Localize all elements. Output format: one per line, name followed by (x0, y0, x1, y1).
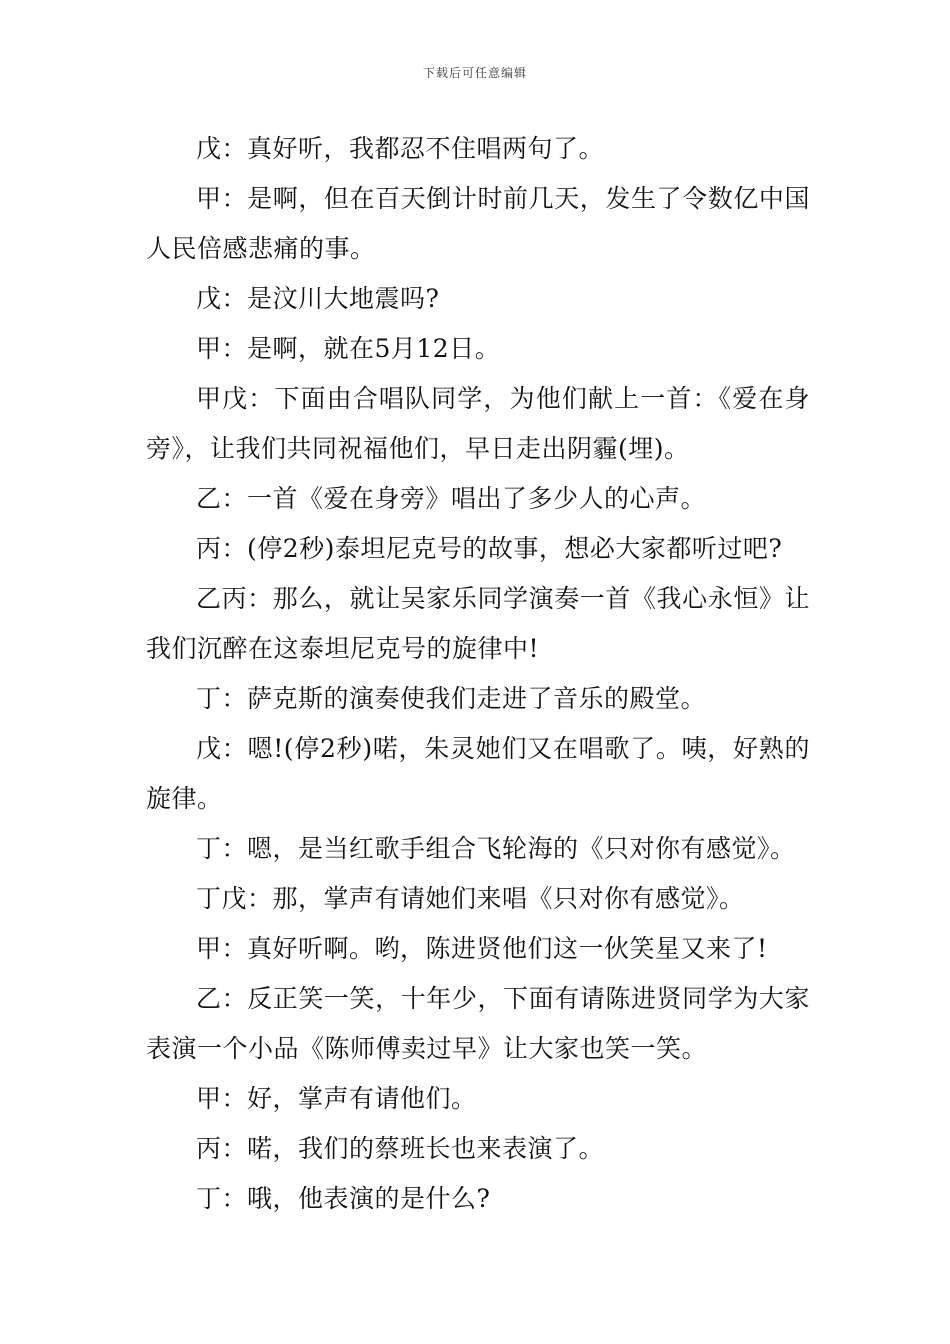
document-body (146, 124, 810, 1224)
paragraph: 甲戊：下面由合唱队同学，为他们献上一首：《爱在身旁》，让我们共同祝福他们，早日走出阴霾(埋)。 (146, 384, 810, 463)
paragraph: 丁戊：那，掌声有请她们来唱《只对你有感觉》。 (196, 884, 745, 913)
paragraph: 丙：喏，我们的蔡班长也来表演了。 (196, 1134, 605, 1163)
paragraph: 甲：是啊，就在5月12日。 (196, 334, 501, 363)
paragraph: 丁：嗯，是当红歌手组合飞轮海的《只对你有感觉》。 (196, 834, 796, 863)
paragraph: 丙：(停2秒)泰坦尼克号的故事，想必大家都听过吧? (196, 534, 783, 563)
paragraph: 丁：哦，他表演的是什么? (196, 1184, 491, 1213)
paragraph: 乙：一首《爱在身旁》唱出了多少人的心声。 (196, 484, 707, 513)
paragraph: 乙：反正笑一笑，十年少，下面有请陈进贤同学为大家表演一个小品《陈师傅卖过早》让大家也笑一笑。 (146, 984, 810, 1063)
paragraph: 戊：嗯!(停2秒)喏，朱灵她们又在唱歌了。咦，好熟的旋律。 (146, 734, 810, 813)
paragraph: 丁：萨克斯的演奏使我们走进了音乐的殿堂。 (196, 684, 707, 713)
paragraph: 甲：好，掌声有请他们。 (196, 1084, 477, 1113)
paragraph: 戊：是汶川大地震吗? (196, 284, 440, 313)
paragraph: 甲：真好听啊。哟，陈进贤他们这一伙笑星又来了! (196, 934, 768, 963)
paragraph: 乙丙：那么，就让吴家乐同学演奏一首《我心永恒》让我们沉醉在这泰坦尼克号的旋律中! (146, 584, 810, 663)
paragraph: 甲：是啊，但在百天倒计时前几天，发生了令数亿中国人民倍感悲痛的事。 (146, 184, 810, 263)
page-header: 下载后可任意编辑 (422, 66, 527, 80)
paragraph: 戊：真好听，我都忍不住唱两句了。 (196, 134, 605, 163)
